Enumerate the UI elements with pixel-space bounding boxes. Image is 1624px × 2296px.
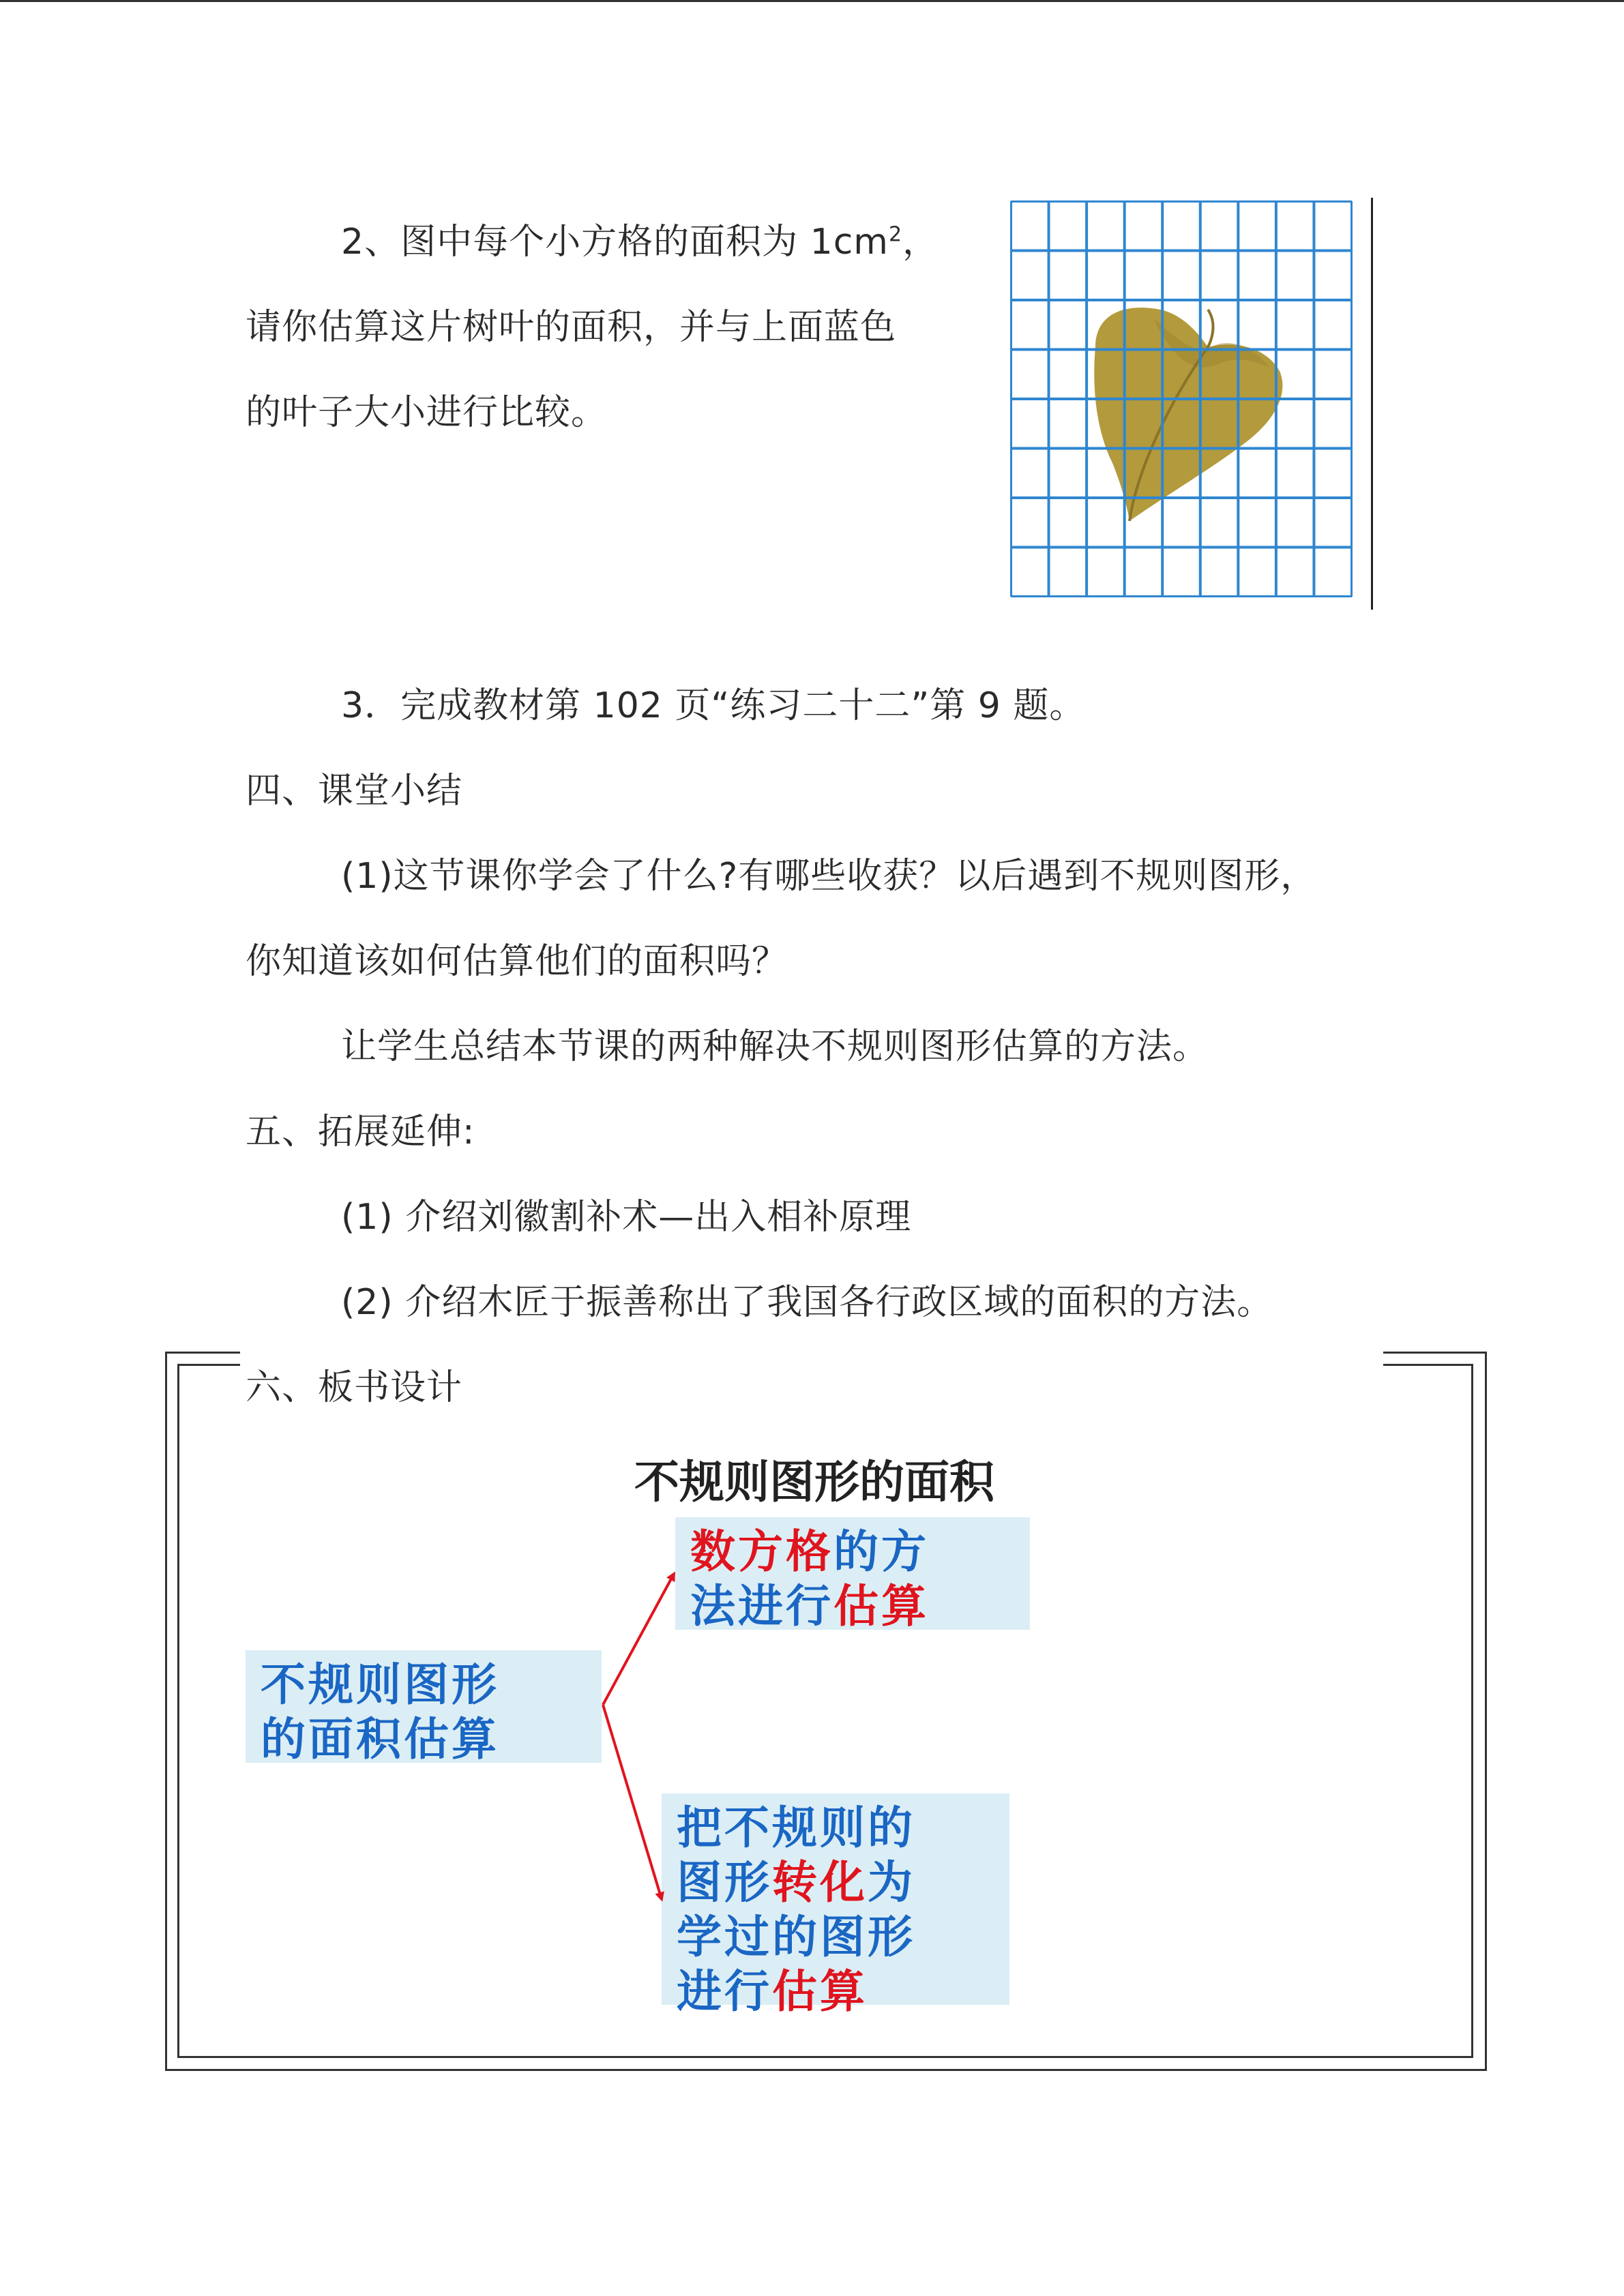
section4-p1-line2: 你知道该如何估算他们的面积吗？ (246, 941, 788, 982)
board-box-transform (662, 1793, 1009, 2018)
bottom-box-line3: 学过的图形 (677, 1910, 915, 1963)
figure-right-rule (1371, 198, 1373, 610)
bottom-box-line2: 图形转化为 (677, 1855, 915, 1909)
section5-item1: (1) 介绍刘徽割补术—出入相补原理 (341, 1197, 912, 1238)
q2-line2: 请你估算这片树叶的面积，并与上面蓝色 (246, 307, 897, 348)
section5-heading: 五、拓展延伸: (246, 1112, 475, 1152)
q2-line1: 2、图中每个小方格的面积为 $1cm^2$， (341, 222, 939, 263)
center-box-line2: 的面积估算 (261, 1712, 499, 1765)
board-box-count-squares (675, 1517, 1030, 1630)
board-frame-gap (240, 1349, 1383, 1368)
board-title: 不规则图形的面积 (634, 1456, 994, 1508)
leaf-grid-figure (1010, 200, 1353, 597)
section4-p1-line1: (1)这节课你学会了什么?有哪些收获？以后遇到不规则图形， (341, 856, 1317, 897)
bottom-box-line4: 进行估算 (677, 1965, 868, 2018)
top-box-line2: 法进行估算 (690, 1579, 929, 1632)
section5-item2: (2) 介绍木匠于振善称出了我国各行政区域的面积的方法。 (341, 1282, 1273, 1323)
top-box-line1: 数方格的方 (690, 1525, 929, 1578)
leaf-icon (1094, 308, 1282, 521)
section6-heading: 六、板书设计 (246, 1367, 463, 1408)
q3-text: 3．完成教材第 102 页“练习二十二”第 9 题。 (341, 685, 1086, 726)
grid-lines (1011, 201, 1352, 597)
bottom-box-line1: 把不规则的 (677, 1801, 915, 1854)
q2-line3: 的叶子大小进行比较。 (246, 392, 608, 433)
page-top-border (0, 0, 1624, 2)
section4-p2: 让学生总结本节课的两种解决不规则图形估算的方法。 (341, 1026, 1209, 1067)
center-box-line1: 不规则图形 (261, 1658, 499, 1711)
section4-heading: 四、课堂小结 (246, 771, 463, 811)
leaf-grid-svg (1010, 200, 1353, 597)
board-box-center (246, 1650, 602, 1763)
